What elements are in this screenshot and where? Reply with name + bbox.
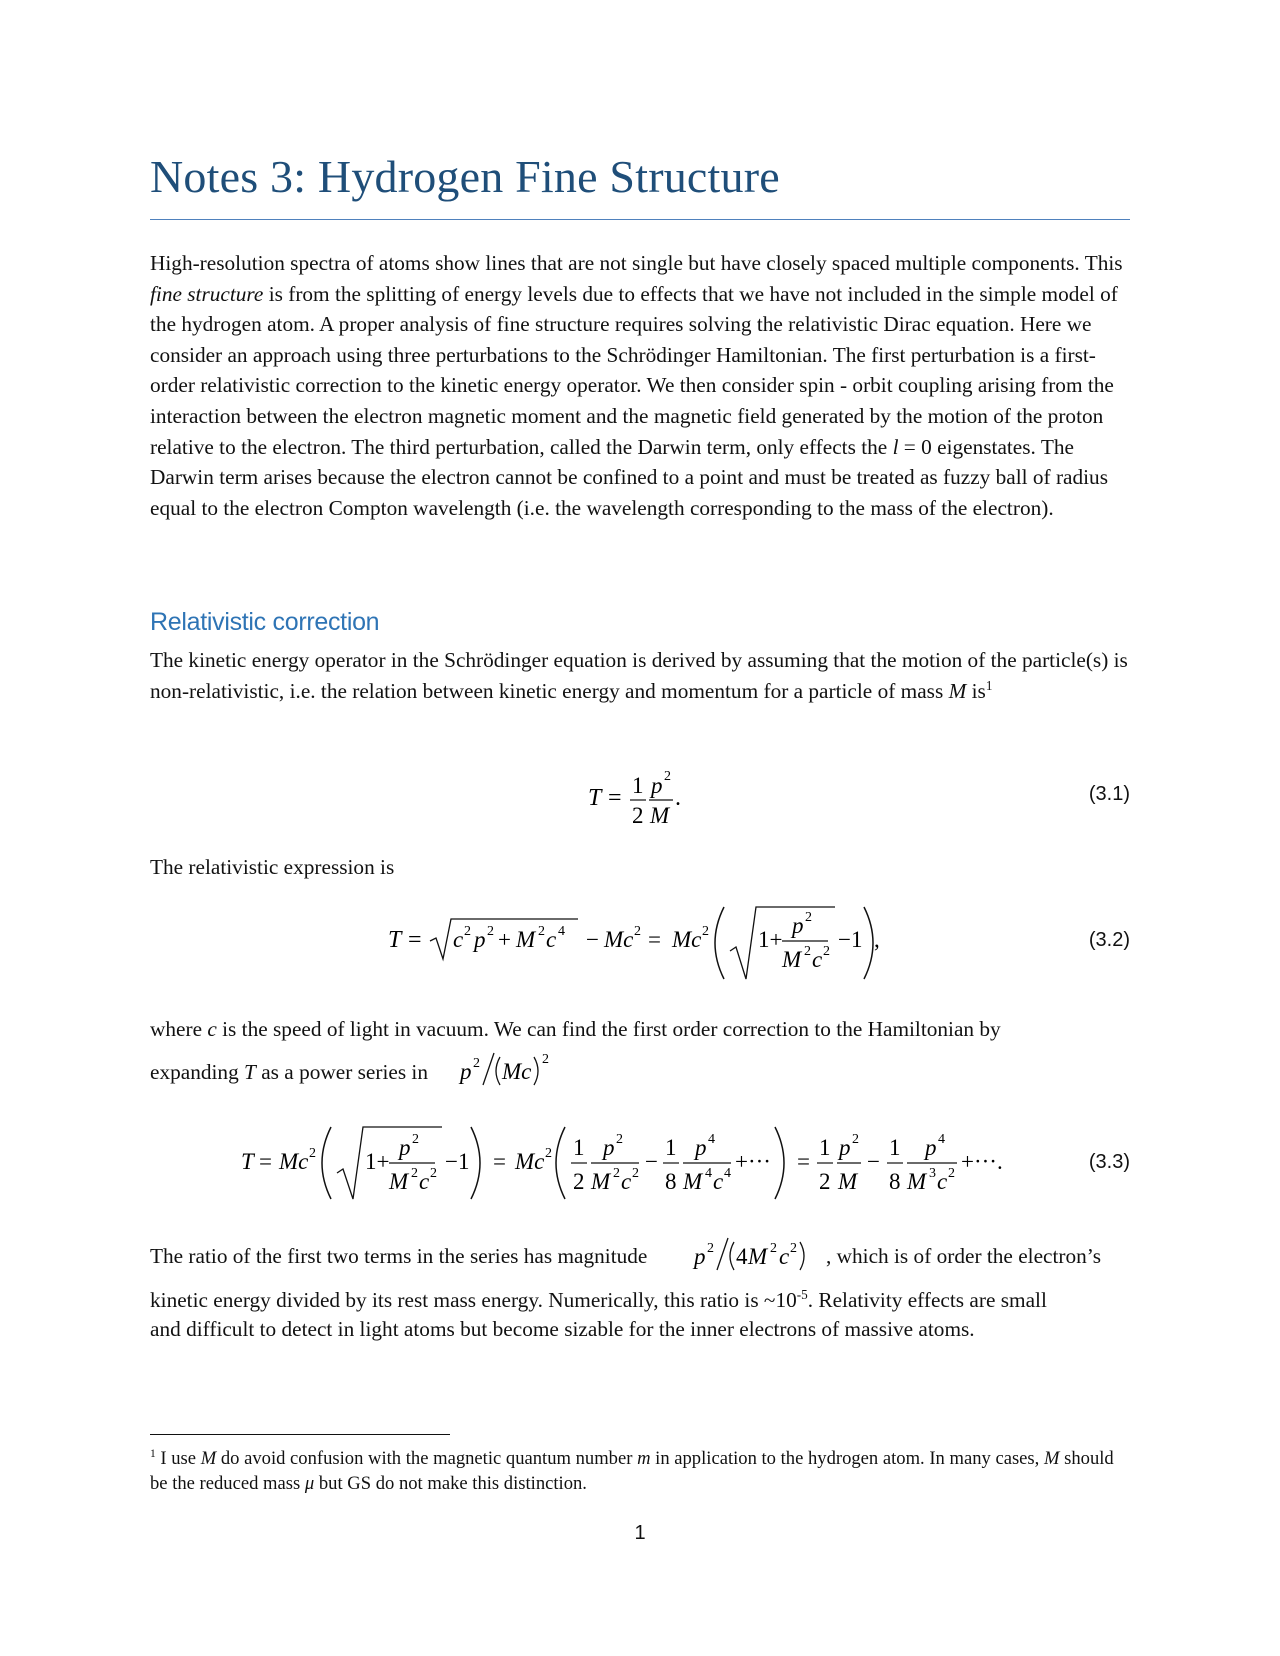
p3-line2-b: as a power series in bbox=[255, 1060, 428, 1084]
svg-text:1: 1 bbox=[819, 1135, 831, 1160]
section-paragraph-2: The relativistic expression is bbox=[150, 855, 395, 879]
section-paragraph-1 bbox=[150, 645, 1135, 706]
equation-number-3-3: (3.3) bbox=[1088, 1151, 1130, 1173]
section-paragraph-3 bbox=[150, 1014, 1135, 1045]
intro-paragraph bbox=[150, 248, 1135, 523]
svg-text:M: M bbox=[907, 1169, 927, 1194]
svg-text:−: − bbox=[867, 1149, 880, 1174]
svg-text:2: 2 bbox=[790, 1241, 797, 1256]
svg-text:c: c bbox=[812, 947, 823, 972]
svg-text:2: 2 bbox=[852, 1132, 859, 1147]
svg-text:2: 2 bbox=[309, 1146, 316, 1161]
svg-text:p: p bbox=[925, 1135, 937, 1160]
svg-text:2: 2 bbox=[805, 910, 812, 925]
svg-text:2: 2 bbox=[538, 924, 545, 939]
svg-text:4: 4 bbox=[708, 1132, 715, 1147]
svg-text:Mc: Mc bbox=[604, 927, 634, 952]
equation-number-3-2: (3.2) bbox=[1088, 929, 1130, 951]
svg-text:Mc: Mc bbox=[502, 1059, 532, 1084]
p4-line2-b: . Relativity effects are small bbox=[807, 1288, 1047, 1312]
footnote-separator bbox=[150, 1434, 450, 1435]
svg-text:2: 2 bbox=[804, 944, 811, 959]
svg-text:=: = bbox=[493, 1149, 506, 1174]
svg-text:1: 1 bbox=[665, 1135, 677, 1160]
intro-text-2: is from the splitting of energy levels due to effects that we have not included in the simple model of the hydrogen atom. A proper analysis of fine structure requires solving the relativistic Dirac equation. Here we consider an approach using three perturbations to the Schrödinger Hamiltonian. The first perturbation is a first-order relativistic correction to the kinetic energy operator. We then consider spin - orbit coupling arising from the interaction between the electron magnetic moment and the magnetic field generated by the motion of the proton relative to the electron. The third perturbation, called the Darwin term, only effects the bbox=[150, 281, 1118, 459]
svg-text:−1: −1 bbox=[838, 927, 863, 952]
svg-text:c: c bbox=[713, 1169, 724, 1194]
page-title: Notes 3: Hydrogen Fine Structure bbox=[150, 151, 780, 202]
intro-text-1: High-resolution spectra of atoms show lines that are not single but have closely spaced multiple components. This bbox=[150, 251, 1123, 275]
svg-text:M: M bbox=[782, 947, 802, 972]
svg-text:.: . bbox=[675, 785, 681, 811]
svg-text:=: = bbox=[797, 1149, 810, 1174]
svg-text:1: 1 bbox=[573, 1135, 585, 1160]
svg-text:4: 4 bbox=[724, 1166, 731, 1181]
svg-text:+: + bbox=[498, 927, 511, 952]
svg-text:2: 2 bbox=[412, 1132, 419, 1147]
svg-text:4: 4 bbox=[705, 1166, 712, 1181]
p1-text-b: is bbox=[966, 678, 986, 703]
svg-text:M: M bbox=[650, 803, 670, 828]
p3-c: c bbox=[207, 1017, 217, 1041]
svg-text:M: M bbox=[389, 1169, 409, 1194]
equation-3-1 bbox=[580, 763, 700, 833]
svg-text:2: 2 bbox=[664, 769, 671, 784]
svg-text:Mc: Mc bbox=[515, 1149, 545, 1174]
intro-l-symbol: l bbox=[892, 434, 899, 459]
svg-text:p: p bbox=[460, 1059, 472, 1084]
section-paragraph-3-line-2 bbox=[150, 1057, 1135, 1088]
mu-symbol: μ bbox=[304, 1473, 315, 1494]
svg-text:=: = bbox=[408, 927, 422, 953]
svg-text:p: p bbox=[792, 913, 804, 938]
svg-text:1: 1 bbox=[632, 773, 644, 798]
p4-text-b: , which is of order the electron’s bbox=[826, 1244, 1101, 1268]
svg-text:T: T bbox=[388, 927, 402, 953]
svg-text:2: 2 bbox=[632, 1166, 639, 1181]
svg-text:2: 2 bbox=[634, 924, 641, 939]
svg-text:1+: 1+ bbox=[758, 927, 783, 952]
svg-text:3: 3 bbox=[929, 1166, 936, 1181]
svg-text:2: 2 bbox=[616, 1132, 623, 1147]
equation-3-2 bbox=[380, 895, 900, 990]
section-paragraph-4-line-2 bbox=[150, 1285, 1135, 1316]
svg-text:Mc: Mc bbox=[672, 927, 702, 952]
footnote-mark: 1 bbox=[150, 1448, 156, 1461]
svg-text:2: 2 bbox=[542, 1052, 549, 1067]
svg-text:M: M bbox=[683, 1169, 703, 1194]
p3-text-b: is the speed of light in vacuum. We can find the first order correction to the Hamiltonian by bbox=[216, 1017, 1001, 1041]
svg-text:2: 2 bbox=[430, 1166, 437, 1181]
svg-text:p: p bbox=[695, 1135, 707, 1160]
svg-text:−: − bbox=[645, 1149, 658, 1174]
footnote-reference[interactable]: 1 bbox=[985, 677, 993, 693]
svg-text:M: M bbox=[516, 927, 536, 952]
p1-M: M bbox=[948, 678, 967, 703]
svg-text:−: − bbox=[586, 927, 599, 952]
svg-text:p: p bbox=[839, 1135, 851, 1160]
footnote: $^1$ I use M do avoid confusion with the magnetic quantum number m in application to the hydrogen atom. In many cases, M should be the reduced mass μ but GS do not make this distinction. bbox=[150, 1448, 1114, 1494]
svg-text:2: 2 bbox=[702, 924, 709, 939]
svg-text:=: = bbox=[259, 1149, 272, 1174]
svg-text:8: 8 bbox=[665, 1169, 677, 1194]
svg-text:2: 2 bbox=[473, 1056, 480, 1071]
svg-text:=: = bbox=[608, 785, 622, 811]
svg-text:M: M bbox=[748, 1244, 768, 1269]
svg-text:p: p bbox=[651, 773, 663, 798]
svg-text:2: 2 bbox=[819, 1169, 831, 1194]
svg-text:2: 2 bbox=[487, 924, 494, 939]
svg-text:2: 2 bbox=[823, 944, 830, 959]
section-paragraph-4-line-3: and difficult to detect in light atoms but become sizable for the inner electrons of massive atoms. bbox=[150, 1317, 975, 1341]
section-heading: Relativistic correction bbox=[150, 608, 380, 636]
svg-text:2: 2 bbox=[632, 803, 644, 828]
svg-text:4: 4 bbox=[736, 1244, 748, 1269]
svg-text:2: 2 bbox=[573, 1169, 585, 1194]
title-underline bbox=[150, 219, 1130, 220]
intro-text-3: = 0 eigenstates. The Darwin term arises because the electron cannot be confined to a point and must be treated as fuzzy ball of radius equal to the electron Compton wavelength (i.e. the wavelength corresponding to the mass of the electron). bbox=[150, 434, 1108, 520]
svg-text:c: c bbox=[779, 1244, 790, 1269]
p4-exponent: -5 bbox=[796, 1287, 808, 1303]
svg-text:T: T bbox=[241, 1149, 254, 1174]
svg-text:4: 4 bbox=[558, 924, 565, 939]
svg-text:2: 2 bbox=[545, 1146, 552, 1161]
svg-text:2: 2 bbox=[613, 1166, 620, 1181]
svg-text:c: c bbox=[621, 1169, 632, 1194]
svg-text:+···: +··· bbox=[735, 1149, 771, 1174]
svg-text:p: p bbox=[399, 1135, 411, 1160]
svg-text:c: c bbox=[546, 927, 557, 952]
svg-text:=: = bbox=[648, 927, 661, 952]
svg-text:Mc: Mc bbox=[279, 1149, 309, 1174]
p3-line2-a: expanding bbox=[150, 1060, 245, 1084]
svg-text:2: 2 bbox=[770, 1241, 777, 1256]
svg-text:p: p bbox=[694, 1244, 706, 1269]
svg-text:M: M bbox=[591, 1169, 611, 1194]
inline-math-p2-over-4M2c2 bbox=[690, 1230, 838, 1276]
svg-text:−1: −1 bbox=[445, 1149, 470, 1174]
svg-text:c: c bbox=[937, 1169, 948, 1194]
svg-text:2: 2 bbox=[948, 1166, 955, 1181]
p4-text-a: The ratio of the first two terms in the series has magnitude bbox=[150, 1244, 648, 1268]
svg-text:2: 2 bbox=[411, 1166, 418, 1181]
svg-text:,: , bbox=[874, 927, 880, 952]
svg-text:4: 4 bbox=[938, 1132, 945, 1147]
svg-text:p: p bbox=[603, 1135, 615, 1160]
svg-text:2: 2 bbox=[464, 924, 471, 939]
svg-text:c: c bbox=[453, 927, 464, 952]
p3-text-a: where bbox=[150, 1017, 208, 1041]
intro-emphasis: fine structure bbox=[150, 281, 264, 306]
svg-text:c: c bbox=[419, 1169, 430, 1194]
equation-number-3-1: (3.1) bbox=[1088, 783, 1130, 805]
page-number: 1 bbox=[634, 1522, 646, 1544]
svg-text:1+: 1+ bbox=[365, 1149, 390, 1174]
svg-text:2: 2 bbox=[707, 1241, 714, 1256]
svg-text:p: p bbox=[474, 927, 486, 952]
p1-text-a: The kinetic energy operator in the Schrödinger equation is derived by assuming that the motion of the particle(s) is non-relativistic, i.e. the relation between kinetic energy and momentum for a particle of mass bbox=[150, 648, 1128, 703]
inline-math-p2-over-Mc2 bbox=[456, 1045, 566, 1091]
svg-text:1: 1 bbox=[889, 1135, 901, 1160]
svg-text:T: T bbox=[588, 785, 602, 811]
svg-text:8: 8 bbox=[889, 1169, 901, 1194]
svg-text:M: M bbox=[838, 1169, 858, 1194]
p4-line2-a: kinetic energy divided by its rest mass energy. Numerically, this ratio is ~10 bbox=[150, 1288, 797, 1312]
svg-text:+···.: +···. bbox=[961, 1149, 1003, 1174]
p3-T: T bbox=[244, 1060, 256, 1084]
equation-3-3 bbox=[235, 1115, 1055, 1210]
